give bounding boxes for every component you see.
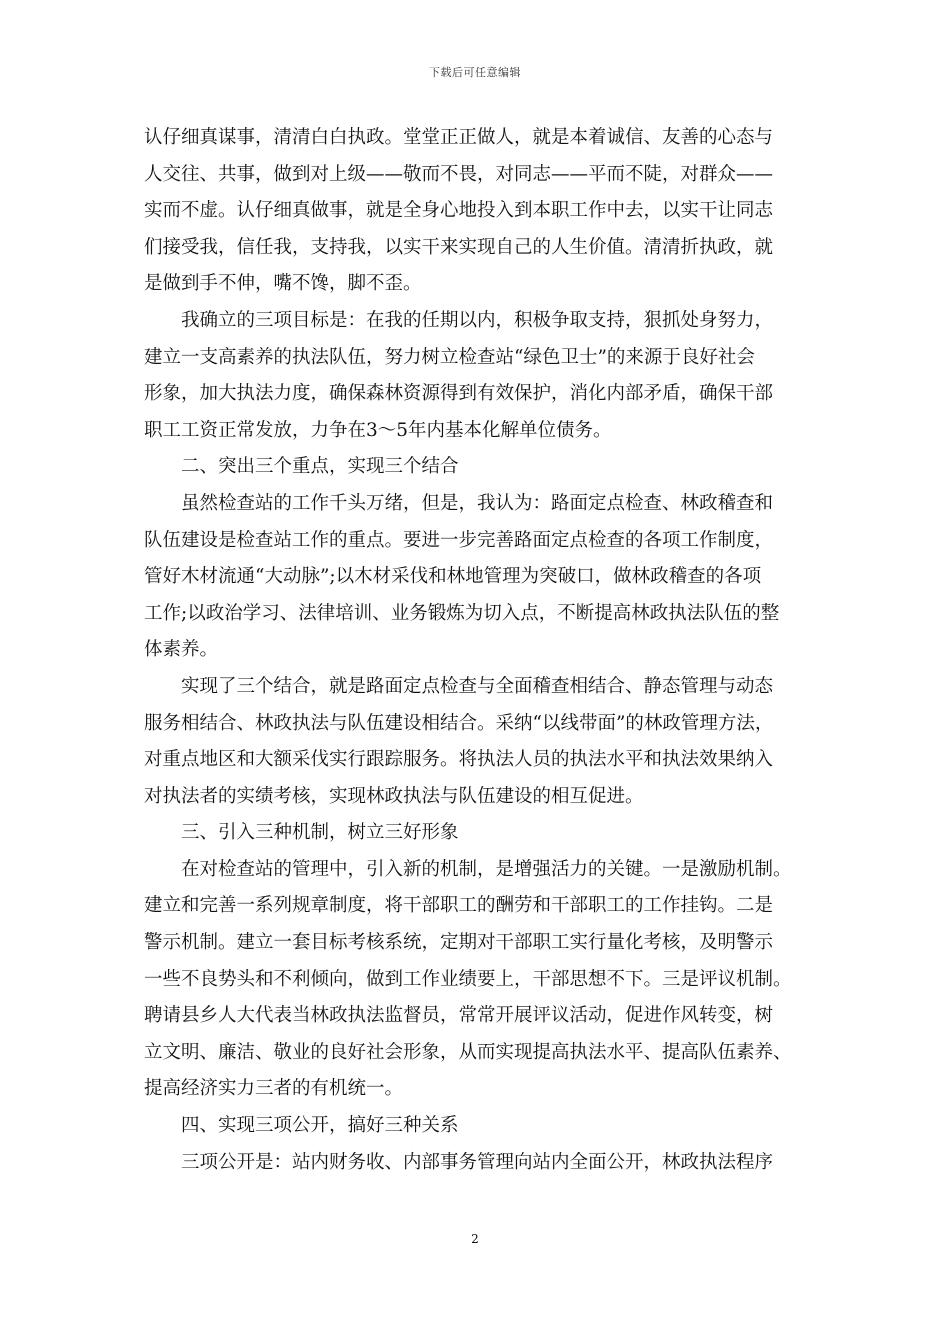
text-line: 立文明、廉洁、敬业的良好社会形象，从而实现提高执法水平、提高队伍素养、 xyxy=(144,1041,792,1063)
text-line: 是做到手不伸，嘴不馋，脚不歪。 xyxy=(144,273,422,295)
text-line: 对执法者的实绩考核，实现林政执法与队伍建设的相互促进。 xyxy=(144,785,644,807)
text-line: 工作;以政治学习、法律培训、业务锻炼为切入点，不断提高林政执法队伍的整 xyxy=(144,602,780,624)
text-line: 建立和完善一系列规章制度，将干部职工的酬劳和干部职工的工作挂钩。二是 xyxy=(144,895,774,917)
text-line: 认仔细真谋事，清清白白执政。堂堂正正做人，就是本着诚信、友善的心态与 xyxy=(144,127,774,148)
text-line: 队伍建设是检查站工作的重点。要进一步完善路面定点检查的各项工作制度， xyxy=(144,529,774,551)
text-line: 提高经济实力三者的有机统一。 xyxy=(144,1078,404,1100)
text-line: 人交往、共事，做到对上级——敬而不畏，对同志——平而不陡，对群众—— xyxy=(144,163,774,185)
text-line: 体素养。 xyxy=(144,639,219,661)
text-line: 虽然检查站的工作千头万绪，但是，我认为：路面定点检查、林政稽查和 xyxy=(181,492,774,514)
text-line: 实而不虚。认仔细真做事，就是全身心地投入到本职工作中去，以实干让同志 xyxy=(144,200,774,222)
text-line: 服务相结合、林政执法与队伍建设相结合。采纳“以线带面”的林政管理方法， xyxy=(144,712,774,734)
text-line: 实现了三个结合，就是路面定点检查与全面稽查相结合、静态管理与动态 xyxy=(181,675,774,697)
page-number: 2 xyxy=(471,1232,479,1246)
text-line: 职工工资正常发放，力争在3～5年内基本化解单位债务。 xyxy=(144,419,612,441)
text-line: 我确立的三项目标是：在我的任期以内，积极争取支持，狠抓处身努力， xyxy=(181,309,774,331)
text-line: 一些不良势头和不利倾向，做到工作业绩要上，干部思想不下。三是评议机制。 xyxy=(144,968,792,990)
page-header: 下载后可任意编辑 xyxy=(429,66,521,79)
text-line: 形象，加大执法力度，确保森林资源得到有效保护，消化内部矛盾，确保干部 xyxy=(144,383,774,405)
text-line: 聘请县乡人大代表当林政执法监督员，常常开展评议活动，促进作风转变，树 xyxy=(144,1005,774,1027)
text-line: 三项公开是：站内财务收、内部事务管理向站内全面公开，林政执法程序 xyxy=(181,1151,774,1173)
text-line: 们接受我，信任我，支持我，以实干来实现自己的人生价值。清清折执政，就 xyxy=(144,236,774,258)
text-line: 建立一支高素养的执法队伍，努力树立检查站“绿色卫士”的来源于良好社会 xyxy=(144,346,755,368)
text-line: 四、实现三项公开，搞好三种关系 xyxy=(181,1115,459,1137)
text-line: 二、突出三个重点，实现三个结合 xyxy=(181,456,459,478)
text-line: 三、引入三种机制，树立三好形象 xyxy=(181,822,459,844)
document-body xyxy=(144,120,810,1181)
text-line: 警示机制。建立一套目标考核系统，定期对干部职工实行量化考核，及明警示 xyxy=(144,932,774,954)
text-line: 管好木材流通“大动脉”;以木材采伐和林地管理为突破口，做林政稽查的各项 xyxy=(144,566,762,588)
text-line: 在对检查站的管理中，引入新的机制，是增强活力的关键。一是激励机制。 xyxy=(181,858,792,880)
text-line: 对重点地区和大额采伐实行跟踪服务。将执法人员的执法水平和执法效果纳入 xyxy=(144,749,774,771)
